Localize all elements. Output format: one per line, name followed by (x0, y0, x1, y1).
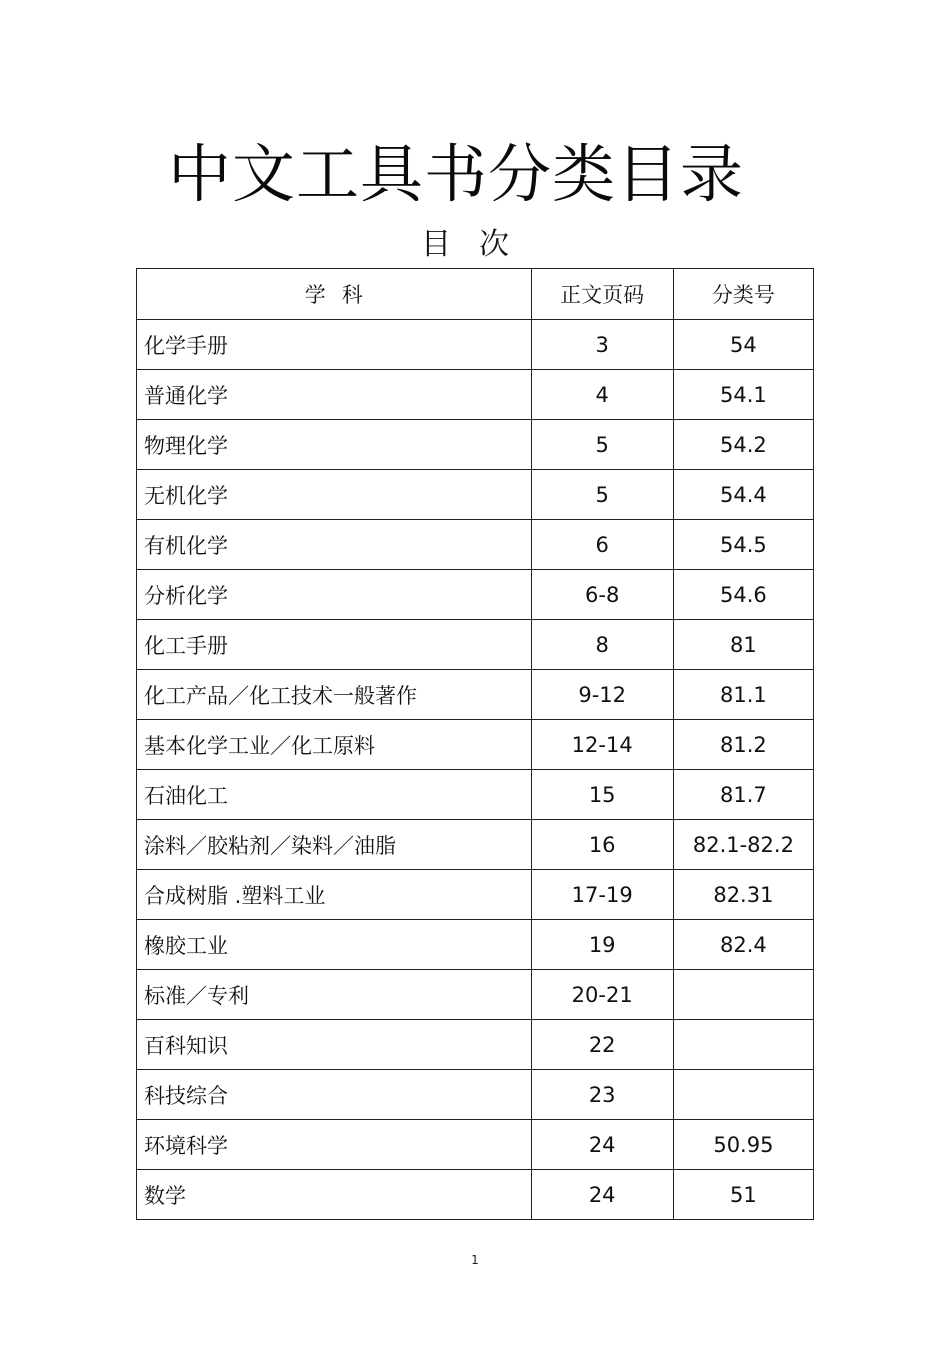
table-row (137, 1170, 814, 1220)
class-number-cell: 81.7 (673, 770, 813, 820)
class-number-cell: 54.6 (673, 570, 813, 620)
subject-cell: 化工手册 (137, 620, 532, 670)
table-row (137, 870, 814, 920)
table-row (137, 570, 814, 620)
page-cell: 12-14 (531, 720, 673, 770)
document-title: 中文工具书分类目录 (168, 138, 744, 211)
subject-cell: 百科知识 (137, 1020, 532, 1070)
table-row (137, 520, 814, 570)
table-row (137, 970, 814, 1020)
page-cell: 6 (531, 520, 673, 570)
table-row (137, 420, 814, 470)
subject-cell: 环境科学 (137, 1120, 532, 1170)
page-cell: 15 (531, 770, 673, 820)
table-row (137, 920, 814, 970)
class-number-cell: 51 (673, 1170, 813, 1220)
page-cell: 20-21 (531, 970, 673, 1020)
table-row (137, 320, 814, 370)
page-cell: 5 (531, 470, 673, 520)
subject-cell: 合成树脂 .塑料工业 (137, 870, 532, 920)
page-cell: 22 (531, 1020, 673, 1070)
class-number-cell: 50.95 (673, 1120, 813, 1170)
subject-cell: 涂料／胶粘剂／染料／油脂 (137, 820, 532, 870)
class-number-cell: 81.1 (673, 670, 813, 720)
page-cell: 5 (531, 420, 673, 470)
subject-cell: 化工产品／化工技术一般著作 (137, 670, 532, 720)
class-number-cell (673, 970, 813, 1020)
class-number-cell: 54.2 (673, 420, 813, 470)
table-row (137, 620, 814, 670)
subject-cell: 数学 (137, 1170, 532, 1220)
subject-cell: 橡胶工业 (137, 920, 532, 970)
contents-heading: 目次 (421, 227, 537, 262)
contents-table (136, 268, 814, 1220)
table-row (137, 1070, 814, 1120)
class-number-cell (673, 1070, 813, 1120)
class-number-cell: 82.31 (673, 870, 813, 920)
table-row (137, 370, 814, 420)
page-cell: 24 (531, 1170, 673, 1220)
page-cell: 19 (531, 920, 673, 970)
table-row (137, 720, 814, 770)
table-row (137, 470, 814, 520)
page-cell: 8 (531, 620, 673, 670)
subject-cell: 普通化学 (137, 370, 532, 420)
table-row (137, 1020, 814, 1070)
class-number-cell: 54.5 (673, 520, 813, 570)
subject-cell: 基本化学工业／化工原料 (137, 720, 532, 770)
table-row (137, 770, 814, 820)
subject-cell: 标准／专利 (137, 970, 532, 1020)
page-cell: 6-8 (531, 570, 673, 620)
class-number-cell: 54.4 (673, 470, 813, 520)
subject-cell: 分析化学 (137, 570, 532, 620)
class-number-cell: 81.2 (673, 720, 813, 770)
class-number-cell: 54 (673, 320, 813, 370)
header-subject: 学科 (137, 269, 532, 320)
page-number: 1 (471, 1253, 479, 1267)
page-cell: 16 (531, 820, 673, 870)
table-row (137, 670, 814, 720)
page-cell: 3 (531, 320, 673, 370)
subject-cell: 无机化学 (137, 470, 532, 520)
class-number-cell: 54.1 (673, 370, 813, 420)
page-cell: 9-12 (531, 670, 673, 720)
class-number-cell: 82.4 (673, 920, 813, 970)
subject-cell: 石油化工 (137, 770, 532, 820)
page-cell: 23 (531, 1070, 673, 1120)
page-cell: 4 (531, 370, 673, 420)
table-row (137, 820, 814, 870)
subject-cell: 物理化学 (137, 420, 532, 470)
table-header-row (137, 269, 814, 320)
header-class-number: 分类号 (673, 269, 813, 320)
class-number-cell: 81 (673, 620, 813, 670)
page-cell: 17-19 (531, 870, 673, 920)
subject-cell: 化学手册 (137, 320, 532, 370)
subject-cell: 有机化学 (137, 520, 532, 570)
class-number-cell (673, 1020, 813, 1070)
class-number-cell: 82.1-82.2 (673, 820, 813, 870)
page-cell: 24 (531, 1120, 673, 1170)
table-row (137, 1120, 814, 1170)
subject-cell: 科技综合 (137, 1070, 532, 1120)
header-page: 正文页码 (531, 269, 673, 320)
table-body (137, 320, 814, 1220)
